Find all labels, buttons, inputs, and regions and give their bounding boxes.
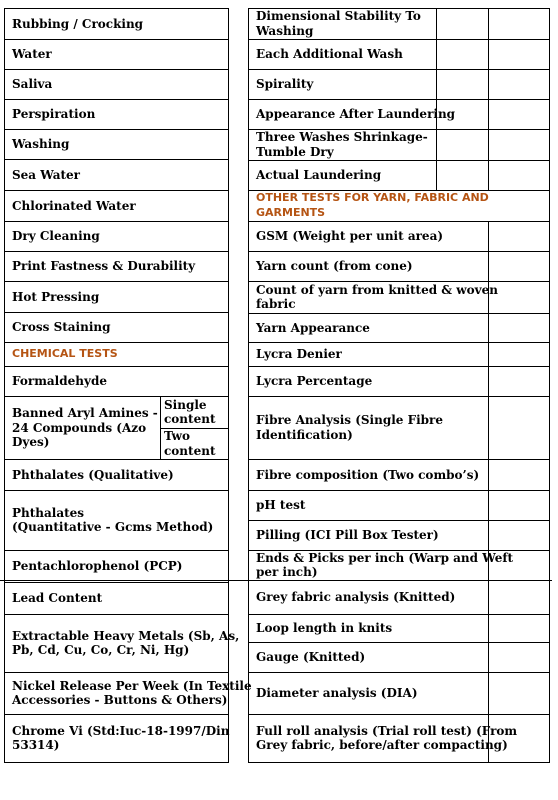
test-name: Actual Laundering xyxy=(256,168,382,182)
table-rule xyxy=(248,39,549,40)
table-rule xyxy=(4,550,229,551)
test-name: 53314) xyxy=(12,738,60,753)
test-name: Each Additional Wash xyxy=(256,47,403,61)
table-rule xyxy=(549,8,550,763)
test-name: GSM (Weight per unit area) xyxy=(256,229,444,243)
table-rule xyxy=(248,396,549,397)
test-name: Pb, Cd, Cu, Co, Cr, Ni, Hg) xyxy=(12,643,190,658)
table-rule xyxy=(248,8,249,763)
table-rule xyxy=(4,8,5,763)
test-name: Identification) xyxy=(256,427,353,442)
test-variant: Two xyxy=(164,429,190,444)
test-name: fabric xyxy=(256,297,296,312)
table-rule xyxy=(436,8,437,190)
table-rule xyxy=(4,39,229,40)
table-rule xyxy=(4,99,229,100)
table-rule xyxy=(4,281,229,282)
table-rule xyxy=(228,8,229,763)
table-rule xyxy=(248,642,549,643)
test-name: Lycra Denier xyxy=(256,347,342,361)
test-name: Loop length in knits xyxy=(256,621,393,635)
test-name: Sea Water xyxy=(12,167,80,182)
table-rule xyxy=(248,490,549,491)
table-rule xyxy=(4,614,229,615)
test-name: Full roll analysis (Trial roll test) (From xyxy=(256,723,518,738)
test-name: Rubbing / Crocking xyxy=(12,16,144,31)
test-name: Hot Pressing xyxy=(12,289,100,304)
table-rule xyxy=(248,99,549,100)
section-heading: GARMENTS xyxy=(256,205,326,219)
test-name: Three Washes Shrinkage- xyxy=(256,130,428,145)
test-name: Washing xyxy=(256,23,314,38)
table-rule xyxy=(248,160,549,161)
test-name: Saliva xyxy=(12,77,53,91)
table-rule xyxy=(248,342,549,343)
test-name: Dry Cleaning xyxy=(12,229,100,243)
table-rule xyxy=(0,580,552,581)
test-name: Pentachlorophenol (PCP) xyxy=(12,559,183,573)
table-rule xyxy=(248,69,549,70)
section-heading: CHEMICAL TESTS xyxy=(12,347,118,360)
table-rule xyxy=(4,762,229,763)
test-name: Lead Content xyxy=(12,591,103,605)
test-name: Grey fabric analysis (Knitted) xyxy=(256,590,456,604)
test-name: Dimensional Stability To xyxy=(256,9,421,24)
table-rule xyxy=(4,672,229,673)
test-name: 24 Compounds (Azo xyxy=(12,420,147,435)
table-rule xyxy=(4,190,229,191)
test-name: per inch) xyxy=(256,565,318,580)
test-name: Print Fastness & Durability xyxy=(12,259,196,273)
test-name: pH test xyxy=(256,498,306,512)
test-name: Accessories - Buttons & Others) xyxy=(12,693,228,708)
test-variant: Single xyxy=(164,397,207,412)
test-name: Gauge (Knitted) xyxy=(256,650,366,664)
test-name: Cross Staining xyxy=(12,320,111,334)
test-name: Diameter analysis (DIA) xyxy=(256,686,418,700)
test-name: Lycra Percentage xyxy=(256,374,373,388)
test-name: Formaldehyde xyxy=(12,374,107,388)
test-name: Tumble Dry xyxy=(256,144,334,159)
test-name: Yarn Appearance xyxy=(256,320,370,335)
table-rule xyxy=(4,159,229,160)
table-rule xyxy=(248,459,549,460)
test-name: Spirality xyxy=(256,77,314,91)
test-name: Phthalates (Qualitative) xyxy=(12,467,174,482)
test-name: Nickel Release Per Week (In Textile xyxy=(12,678,252,693)
table-rule xyxy=(488,221,489,763)
test-name: Extractable Heavy Metals (Sb, As, xyxy=(12,628,240,643)
table-rule xyxy=(488,8,489,190)
test-name: Water xyxy=(12,47,52,61)
test-name: Chlorinated Water xyxy=(12,198,136,213)
table-rule xyxy=(4,312,229,313)
test-name: Fibre composition (Two combo’s) xyxy=(256,467,480,482)
test-name: Banned Aryl Amines - xyxy=(12,406,158,420)
test-name: Chrome Vi (Std:Iuc-18-1997/Din xyxy=(12,723,230,738)
table-rule xyxy=(4,459,229,460)
table-rule xyxy=(4,221,229,222)
table-rule xyxy=(248,520,549,521)
test-name: Pilling (ICI Pill Box Tester) xyxy=(256,528,439,542)
test-name: Dyes) xyxy=(12,435,50,449)
table-rule xyxy=(248,313,549,314)
table-rule xyxy=(4,69,229,70)
table-rule xyxy=(4,251,229,252)
table-rule xyxy=(4,714,229,715)
table-rule xyxy=(248,714,549,715)
test-name: Count of yarn from knitted & woven xyxy=(256,282,498,297)
test-name: Yarn count (from cone) xyxy=(256,259,413,273)
table-rule xyxy=(248,251,549,252)
table-rule xyxy=(4,8,229,9)
test-variant: content xyxy=(164,412,216,427)
test-name: Ends & Picks per inch (Warp and Weft xyxy=(256,550,514,565)
test-variant: content xyxy=(164,443,216,458)
table-rule xyxy=(248,614,549,615)
table-rule xyxy=(4,129,229,130)
test-name: Perspiration xyxy=(12,107,96,121)
test-name: (Quantitative - Gcms Method) xyxy=(12,520,214,535)
test-name: Fibre Analysis (Single Fibre xyxy=(256,413,444,428)
table-rule xyxy=(4,366,229,367)
table-rule xyxy=(248,762,549,763)
table-rule xyxy=(4,342,229,343)
table-rule xyxy=(248,366,549,367)
test-name: Appearance After Laundering xyxy=(256,107,456,121)
test-name: Grey fabric, before/after compacting) xyxy=(256,738,508,753)
table-rule xyxy=(248,672,549,673)
table-rule xyxy=(4,490,229,491)
section-heading: OTHER TESTS FOR YARN, FABRIC AND xyxy=(256,191,489,205)
table-rule xyxy=(248,221,549,222)
table-rule xyxy=(4,582,229,583)
test-name: Phthalates xyxy=(12,505,85,520)
test-name: Washing xyxy=(12,137,70,151)
